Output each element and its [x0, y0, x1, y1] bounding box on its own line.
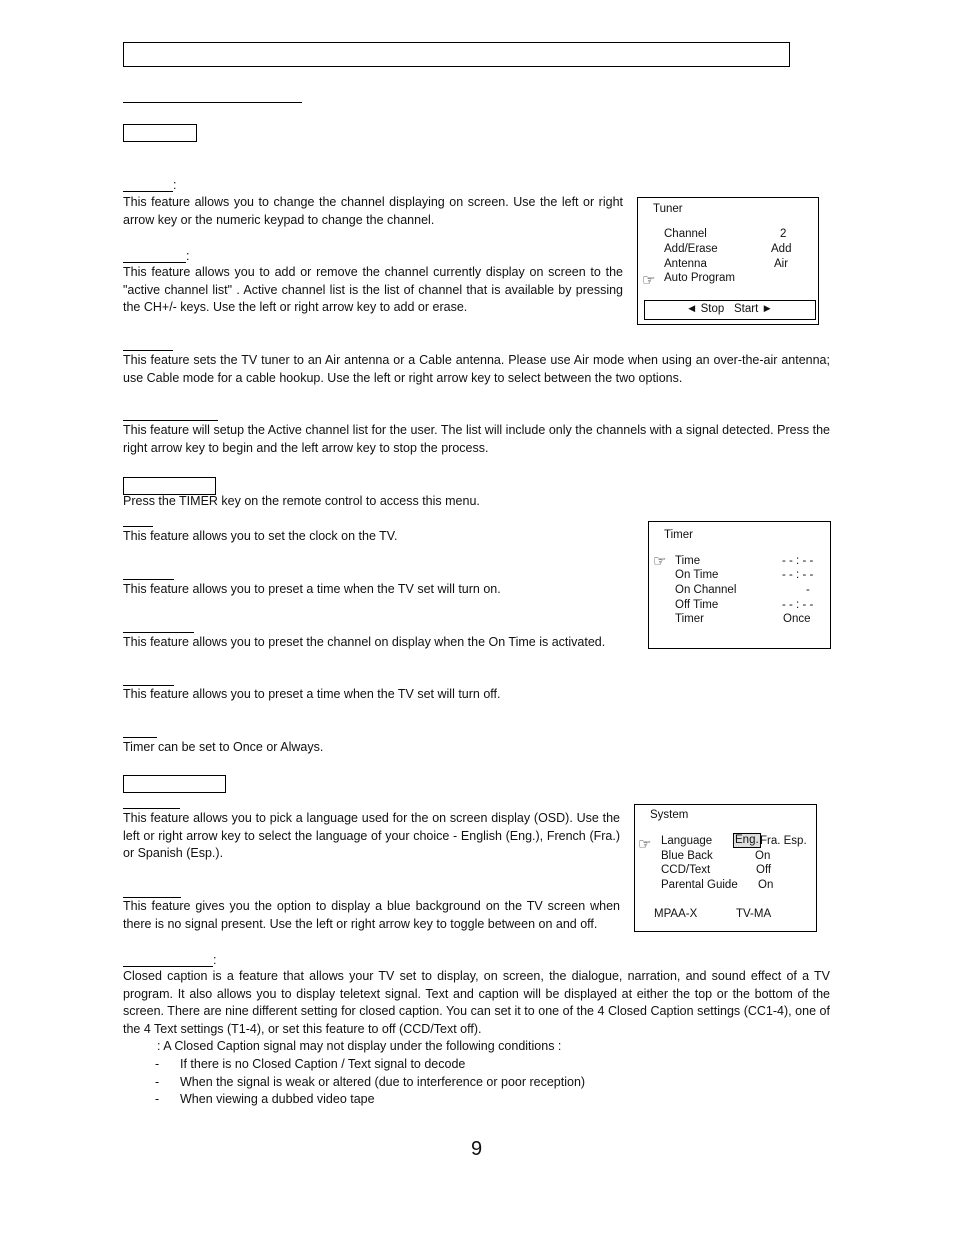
system-heading-box: [123, 775, 226, 793]
timer-intro: Press the TIMER key on the remote control to access this menu.: [123, 494, 480, 508]
onchannel-heading-underline: [123, 632, 194, 633]
language-heading-underline: [123, 808, 180, 809]
tuner-heading-box: [123, 124, 197, 142]
system-language-others: Fra. Esp.: [760, 835, 807, 847]
timer-row-time-label: Time: [675, 555, 701, 567]
pointing-hand-icon: ☞: [638, 836, 652, 853]
antenna-heading-underline: [123, 350, 173, 351]
ccd-note: : A Closed Caption signal may not display under the following conditions :: [157, 1039, 562, 1053]
system-language-selected: Eng.: [735, 834, 759, 846]
system-row-parental-value: On: [758, 879, 774, 891]
ontime-description: This feature allows you to preset a time when the TV set will turn on.: [123, 582, 501, 596]
channel-colon: :: [173, 178, 177, 192]
autoprogram-heading-underline: [123, 420, 218, 421]
ccd-colon: :: [213, 953, 217, 967]
tuner-row-adderase-value: Add: [771, 243, 792, 255]
adderase-heading-underline: [123, 262, 186, 263]
tuner-row-antenna-value: Air: [774, 258, 789, 270]
timer-osd-title: Timer: [664, 529, 693, 541]
system-row-blueback-label: Blue Back: [661, 850, 713, 862]
pointing-hand-icon: ☞: [642, 272, 656, 289]
system-row-parental-label: Parental Guide: [661, 879, 738, 891]
timer-description: Timer can be set to Once or Always.: [123, 740, 324, 754]
adderase-description: This feature allows you to add or remove the channel currently display on screen to the "active channel list" . Active channel list is the list of channel that is available by pressing the CH+/- keys. Use the left or right arrow key to add or erase.: [123, 265, 623, 314]
bullet-dash: -: [155, 1075, 160, 1089]
autoprogram-description: This feature will setup the Active channel list for the user. The list will include only the channels with a signal detected. Press the right arrow key to begin and the left arrow key to stop the process.: [123, 423, 830, 455]
system-row-blueback-value: On: [755, 850, 771, 862]
ontime-heading-underline: [123, 579, 174, 580]
timer-row-onchannel-value: -: [806, 584, 810, 596]
timer-row-timer-label: Timer: [675, 613, 704, 625]
header-title-box: [123, 42, 790, 67]
timer-row-ontime-value: - - : - -: [782, 569, 814, 581]
timer-row-onchannel-label: On Channel: [675, 584, 737, 596]
timer-heading-underline: [123, 737, 157, 738]
tuner-row-channel-label: Channel: [664, 228, 707, 240]
system-row-language-label: Language: [661, 835, 713, 847]
bullet-dash: -: [155, 1092, 160, 1106]
timer-row-timer-value: Once: [783, 613, 811, 625]
tuner-osd-title: Tuner: [653, 203, 683, 215]
list-item: If there is no Closed Caption / Text signal to decode: [180, 1057, 466, 1071]
timer-osd-menu: [648, 521, 831, 649]
timer-row-ontime-label: On Time: [675, 569, 719, 581]
bullet-dash: -: [155, 1057, 160, 1071]
blueback-description: This feature gives you the option to display a blue background on the TV screen when there is no signal present. Use the left or right arrow key to toggle between on and off.: [123, 899, 620, 931]
system-osd-menu: [634, 804, 817, 932]
list-item: When viewing a dubbed video tape: [180, 1092, 375, 1106]
ccd-description: Closed caption is a feature that allows your TV set to display, on screen, the dialogue, narration, and sound effect of a TV program. It also allows you to display teletext signal. Text and caption will be displayed at either the top or the bottom of the screen. There are nine different setting for closed caption. You can set it to one of the 4 Closed Caption settings (CC1-4), one of the 4 Text settings (T1-4), or set this feature to off (CCD/Text off).: [123, 969, 830, 1036]
tuner-row-autoprogram-label: Auto Program: [664, 272, 735, 284]
list-item: When the signal is weak or altered (due to interference or poor reception): [180, 1075, 586, 1089]
system-row-ccd-label: CCD/Text: [661, 864, 711, 876]
adderase-colon: :: [186, 249, 190, 263]
system-row-ccd-value: Off: [756, 864, 772, 876]
tuner-stop-label: ◄ Stop: [686, 303, 725, 315]
tuner-start-label: Start ►: [734, 303, 773, 315]
offtime-description: This feature allows you to preset a time when the TV set will turn off.: [123, 687, 501, 701]
tuner-stop-start-bar: [644, 300, 816, 320]
ccd-heading-underline: [123, 966, 213, 967]
language-description: This feature allows you to pick a language used for the on screen display (OSD). Use the left or right arrow key to select the language of your choice - English (Eng.), French (Fra.) or Spanish (Esp.).: [123, 811, 620, 860]
timer-row-time-value: - - : - -: [782, 555, 814, 567]
tuner-row-channel-value: 2: [780, 228, 787, 240]
tuner-row-adderase-label: Add/Erase: [664, 243, 718, 255]
system-mpaa-rating: MPAA-X: [654, 908, 698, 920]
tuner-osd-menu: [637, 197, 819, 325]
channel-description: This feature allows you to change the channel displaying on screen. Use the left or right arrow key or the numeric keypad to change the channel.: [123, 195, 623, 227]
time-description: This feature allows you to set the clock on the TV.: [123, 529, 398, 543]
timer-row-offtime-label: Off Time: [675, 599, 719, 611]
section-heading-underline: [123, 102, 302, 103]
channel-heading-underline: [123, 191, 173, 192]
time-heading-underline: [123, 526, 153, 527]
onchannel-description: This feature allows you to preset the channel on display when the On Time is activated.: [123, 635, 606, 649]
antenna-description: This feature sets the TV tuner to an Air antenna or a Cable antenna. Please use Air mode when using an over-the-air antenna; use Cable mode for a cable hookup. Use the left or right arrow key to select between the two options.: [123, 353, 830, 385]
tuner-row-antenna-label: Antenna: [664, 258, 707, 270]
system-osd-title: System: [650, 809, 689, 821]
timer-row-offtime-value: - - : - -: [782, 599, 814, 611]
pointing-hand-icon: ☞: [653, 553, 667, 570]
system-tv-rating: TV-MA: [736, 908, 772, 920]
page-number: 9: [471, 1138, 483, 1160]
